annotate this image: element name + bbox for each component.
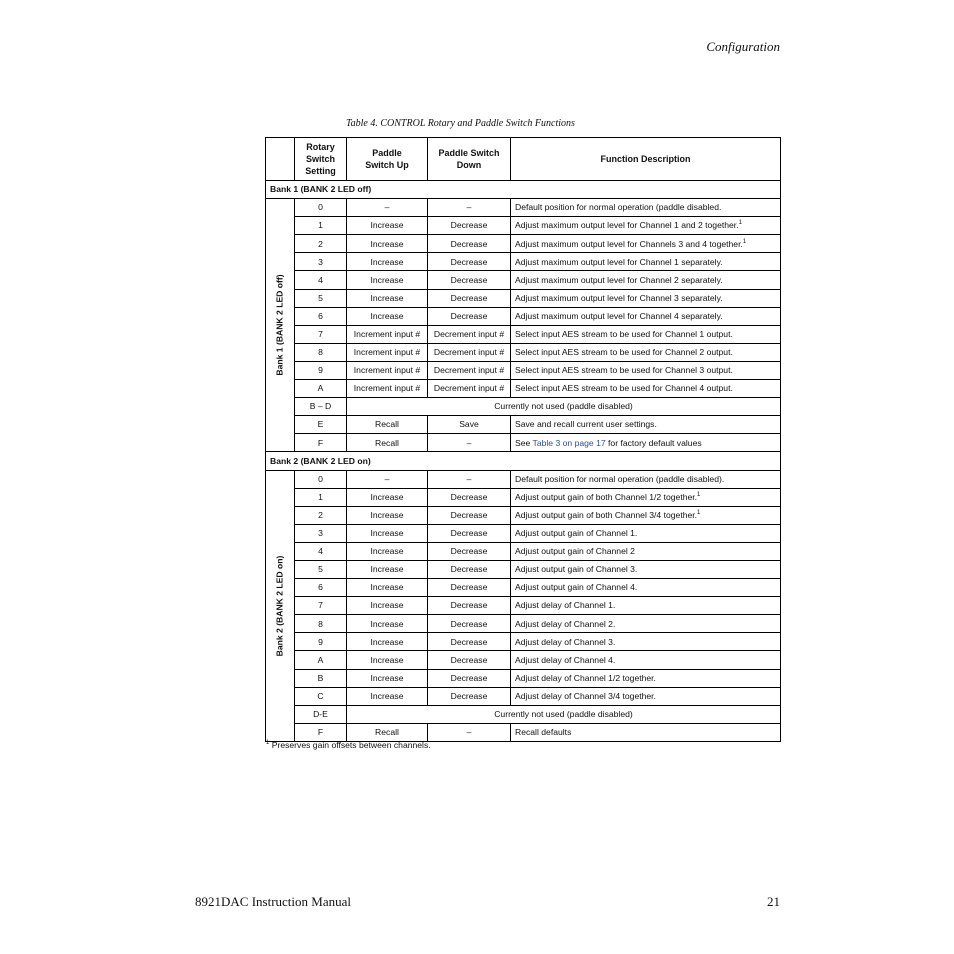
function-description [511, 506, 781, 524]
table-row [266, 506, 781, 524]
paddle-up: Increase [347, 271, 428, 289]
description-text: Adjust output gain of Channel 1. [515, 528, 638, 539]
bank-side-label-cell [266, 470, 295, 741]
paddle-up: Increase [347, 253, 428, 271]
description-text: Select input AES stream to be used for Channel 1 output. [515, 329, 733, 339]
rotary-setting: 8 [295, 343, 347, 361]
unused-description: Currently not used (paddle disabled) [347, 705, 781, 723]
rotary-setting: 0 [295, 199, 347, 217]
description-text: Adjust delay of Channel 3/4 together. [515, 690, 656, 701]
header-paddle-down: Paddle Switch Down [428, 138, 511, 181]
paddle-up: Increase [347, 687, 428, 705]
paddle-up: Increase [347, 615, 428, 633]
table-row [266, 542, 781, 560]
paddle-down: Decrease [428, 669, 511, 687]
rotary-setting: 2 [295, 235, 347, 253]
bank-header: Bank 1 (BANK 2 LED off) [266, 181, 781, 199]
rotary-setting: 5 [295, 289, 347, 307]
description-text: Default position for normal operation (paddle disabled. [515, 202, 722, 213]
rotary-setting: 9 [295, 633, 347, 651]
table-row [266, 560, 781, 578]
table-header-row [266, 138, 781, 181]
paddle-down: Decrease [428, 560, 511, 578]
header-blank [266, 138, 295, 181]
paddle-down: Decrease [428, 579, 511, 597]
function-description [511, 488, 781, 506]
table-row [266, 325, 781, 343]
description-text: Adjust delay of Channel 1/2 together. [515, 672, 656, 683]
rotary-setting: 1 [295, 217, 347, 235]
table-row [266, 217, 781, 235]
paddle-up: Increase [347, 524, 428, 542]
function-description [511, 687, 781, 705]
paddle-up: – [347, 470, 428, 488]
table-row [266, 470, 781, 488]
table-3-link[interactable]: Table 3 on page 17 [532, 437, 606, 448]
header-function-description: Function Description [511, 138, 781, 181]
description-text: Adjust delay of Channel 2. [515, 618, 616, 629]
bank-header-row [266, 181, 781, 199]
paddle-down: Decrease [428, 633, 511, 651]
table-row [266, 271, 781, 289]
paddle-up: Increase [347, 542, 428, 560]
paddle-down: Decrease [428, 651, 511, 669]
function-description: Recall defaults [511, 723, 781, 741]
paddle-down: Decrease [428, 597, 511, 615]
table-row [266, 253, 781, 271]
table-row [266, 723, 781, 741]
paddle-down: Decrease [428, 289, 511, 307]
description-text: Adjust maximum output level for Channel 1 and 2 together. [515, 220, 739, 231]
description-text: Adjust delay of Channel 3. [515, 636, 616, 647]
table-row [266, 199, 781, 217]
paddle-up: Increase [347, 289, 428, 307]
switch-functions-table [265, 137, 781, 742]
description-text: Select input AES stream to be used for Channel 2 output. [515, 347, 733, 358]
paddle-down: Decrease [428, 307, 511, 325]
table-row [266, 307, 781, 325]
description-text: Adjust output gain of Channel 4. [515, 582, 638, 593]
description-text: Adjust maximum output level for Channel 4 separately. [515, 310, 723, 321]
footnote-mark: 1 [266, 740, 270, 747]
footer-page-number: 21 [767, 894, 780, 909]
paddle-up: Increment input # [347, 325, 428, 343]
rotary-setting: 4 [295, 542, 347, 560]
rotary-setting: E [295, 416, 347, 434]
description-text: Default position for normal operation (paddle disabled). [515, 473, 725, 484]
rotary-setting: 6 [295, 307, 347, 325]
description-text: Adjust output gain of Channel 2 [515, 546, 635, 557]
table-row [266, 705, 781, 723]
rotary-setting: D-E [295, 705, 347, 723]
function-description [511, 615, 781, 633]
description-text: Adjust maximum output level for Channel 2 separately. [515, 274, 723, 285]
header-paddle-up: Paddle Switch Up [347, 138, 428, 181]
rotary-setting: F [295, 723, 347, 741]
function-description [511, 325, 781, 343]
table-row [266, 416, 781, 434]
function-description [511, 542, 781, 560]
paddle-down: – [428, 723, 511, 741]
function-description [511, 633, 781, 651]
paddle-down: Decrease [428, 615, 511, 633]
footer-manual-title: 8921DAC Instruction Manual [195, 894, 351, 909]
description-text: Select input AES stream to be used for Channel 4 output. [515, 383, 733, 394]
paddle-down: Decrement input # [428, 380, 511, 398]
function-description [511, 380, 781, 398]
paddle-up: Increment input # [347, 343, 428, 361]
paddle-up: Increase [347, 560, 428, 578]
function-description [511, 669, 781, 687]
bank-side-label: Bank 1 (BANK 2 LED off) [274, 274, 285, 376]
description-text: See [515, 437, 533, 448]
rotary-setting: B [295, 669, 347, 687]
rotary-setting: B – D [295, 398, 347, 416]
function-description: Save and recall current user settings. [511, 416, 781, 434]
description-text: Adjust output gain of Channel 3. [515, 564, 638, 575]
paddle-up: Increase [347, 669, 428, 687]
rotary-setting: F [295, 434, 347, 452]
rotary-setting: 6 [295, 579, 347, 597]
paddle-up: Increment input # [347, 380, 428, 398]
footnote-ref: 1 [697, 491, 701, 498]
paddle-down: Decrease [428, 253, 511, 271]
function-description [511, 524, 781, 542]
paddle-down: Decrement input # [428, 343, 511, 361]
rotary-setting: 7 [295, 597, 347, 615]
table-row [266, 289, 781, 307]
function-description [511, 597, 781, 615]
paddle-up: Increase [347, 235, 428, 253]
rotary-setting: 3 [295, 524, 347, 542]
function-description [511, 470, 781, 488]
description-text: Adjust delay of Channel 4. [515, 654, 616, 665]
header-rotary: Rotary Switch Setting [295, 138, 347, 181]
function-description [511, 651, 781, 669]
description-text: Adjust output gain of both Channel 3/4 together. [515, 509, 698, 520]
rotary-setting: 8 [295, 615, 347, 633]
rotary-setting: A [295, 380, 347, 398]
rotary-setting: 1 [295, 488, 347, 506]
paddle-down: Decrease [428, 687, 511, 705]
paddle-down: Decrease [428, 271, 511, 289]
paddle-down: Decrease [428, 506, 511, 524]
rotary-setting: 2 [295, 506, 347, 524]
paddle-down: Decrement input # [428, 361, 511, 379]
paddle-up: Increase [347, 597, 428, 615]
description-text: for factory default values [605, 437, 702, 448]
paddle-up: Recall [347, 416, 428, 434]
paddle-up: Recall [347, 723, 428, 741]
table-row [266, 597, 781, 615]
bank-header-row [266, 452, 781, 470]
function-description [511, 434, 781, 452]
table-row [266, 524, 781, 542]
table-row [266, 651, 781, 669]
table-row [266, 380, 781, 398]
rotary-setting: A [295, 651, 347, 669]
table-row [266, 669, 781, 687]
description-text: Adjust maximum output level for Channels 3 and 4 together. [515, 238, 743, 249]
function-description [511, 343, 781, 361]
bank-header: Bank 2 (BANK 2 LED on) [266, 452, 781, 470]
rotary-setting: 5 [295, 560, 347, 578]
description-text: Select input AES stream to be used for Channel 3 output. [515, 365, 733, 376]
table-row [266, 579, 781, 597]
page-header-title: Configuration [706, 39, 780, 54]
rotary-setting: 9 [295, 361, 347, 379]
table-row [266, 488, 781, 506]
bank-side-label-cell [266, 199, 295, 452]
footnote-ref: 1 [697, 510, 701, 517]
paddle-up: Recall [347, 434, 428, 452]
function-description [511, 217, 781, 235]
footnote [266, 740, 431, 750]
paddle-down: Decrease [428, 524, 511, 542]
footnote-ref: 1 [738, 220, 742, 227]
description-text: Adjust delay of Channel 1. [515, 600, 616, 611]
table-row [266, 235, 781, 253]
bank-side-label: Bank 2 (BANK 2 LED on) [274, 555, 285, 657]
table-caption: Table 4. CONTROL Rotary and Paddle Switch Functions [346, 118, 575, 129]
paddle-down: – [428, 434, 511, 452]
paddle-down: Decrease [428, 488, 511, 506]
description-text: Adjust maximum output level for Channel 3 separately. [515, 292, 723, 303]
paddle-down: Decrease [428, 217, 511, 235]
rotary-setting: 4 [295, 271, 347, 289]
table-row [266, 687, 781, 705]
paddle-up: Increase [347, 651, 428, 669]
paddle-down: Decrease [428, 542, 511, 560]
table-row [266, 398, 781, 416]
unused-description: Currently not used (paddle disabled) [347, 398, 781, 416]
paddle-up: – [347, 199, 428, 217]
rotary-setting: 0 [295, 470, 347, 488]
function-description [511, 253, 781, 271]
paddle-up: Increase [347, 579, 428, 597]
paddle-down: Decrement input # [428, 325, 511, 343]
paddle-up: Increase [347, 506, 428, 524]
paddle-up: Increase [347, 217, 428, 235]
paddle-down: – [428, 470, 511, 488]
function-description [511, 235, 781, 253]
function-description [511, 579, 781, 597]
rotary-setting: 3 [295, 253, 347, 271]
paddle-down: Save [428, 416, 511, 434]
paddle-down: Decrease [428, 235, 511, 253]
table-row [266, 361, 781, 379]
description-text: Adjust maximum output level for Channel 1 separately. [515, 256, 723, 267]
description-text: Adjust output gain of both Channel 1/2 together. [515, 491, 698, 502]
paddle-up: Increase [347, 307, 428, 325]
footnote-ref: 1 [742, 238, 747, 245]
footnote-text: Preserves gain offsets between channels. [269, 740, 431, 750]
paddle-up: Increase [347, 488, 428, 506]
rotary-setting: 7 [295, 325, 347, 343]
paddle-down: – [428, 199, 511, 217]
function-description [511, 361, 781, 379]
table-row [266, 434, 781, 452]
table-row [266, 343, 781, 361]
function-description [511, 560, 781, 578]
function-description [511, 271, 781, 289]
function-description [511, 199, 781, 217]
paddle-up: Increment input # [347, 361, 428, 379]
rotary-setting: C [295, 687, 347, 705]
table-row [266, 633, 781, 651]
function-description [511, 289, 781, 307]
paddle-up: Increase [347, 633, 428, 651]
table-row [266, 615, 781, 633]
function-description [511, 307, 781, 325]
